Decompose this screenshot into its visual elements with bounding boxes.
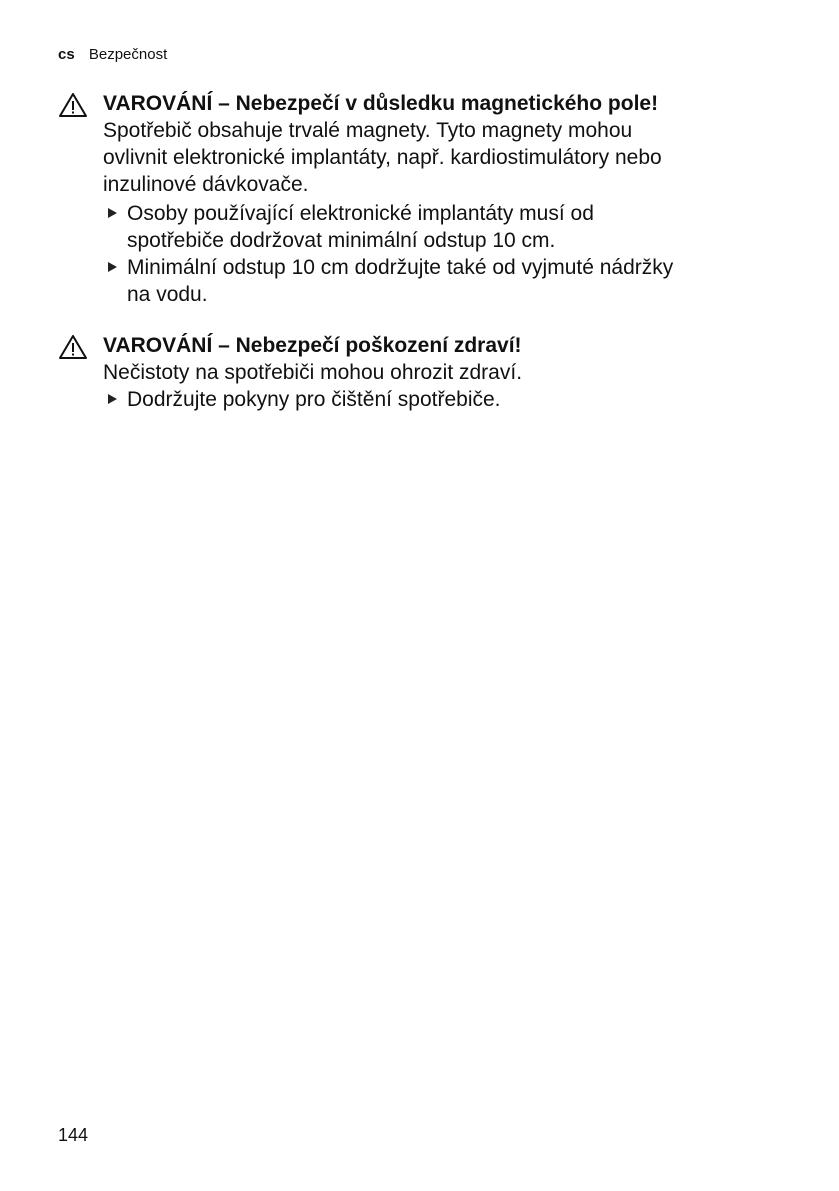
warning-title: VAROVÁNÍ – Nebezpečí poškození zdraví! [103,334,522,357]
language-code: cs [58,46,75,63]
bullet-text: Dodržujte pokyny pro čištění spotřebiče. [127,388,501,411]
warning-text: ovlivnit elektronické implantáty, např. kardiostimulátory nebo [103,146,662,169]
bullet-item [103,200,673,254]
bullet-arrow-icon [108,262,117,272]
bullet-text: na vodu. [127,283,208,306]
warning-text: Nečistoty na spotřebiči mohou ohrozit zdraví. [103,361,523,384]
warning-title: VAROVÁNÍ – Nebezpečí v důsledku magnetického pole! [103,92,659,115]
bullet-text: Osoby používající elektronické implantáty musí od [127,202,594,225]
page-number: 144 [58,1125,89,1145]
warning-text: inzulinové dávkovače. [103,173,309,196]
section-title: Bezpečnost [88,46,168,63]
bullet-arrow-icon [108,394,117,404]
bullet-item [103,386,522,413]
warning-triangle-icon [58,92,88,118]
bullet-text: Minimální odstup 10 cm dodržujte také od vyjmuté nádržky [127,256,674,279]
bullet-item [103,254,673,308]
bullet-arrow-icon [108,208,117,218]
bullet-text: spotřebiče dodržovat minimální odstup 10 cm. [127,229,556,252]
warning-triangle-icon [58,334,88,360]
page-header [58,46,167,63]
warning-text: Spotřebič obsahuje trvalé magnety. Tyto magnety mohou [103,119,633,142]
